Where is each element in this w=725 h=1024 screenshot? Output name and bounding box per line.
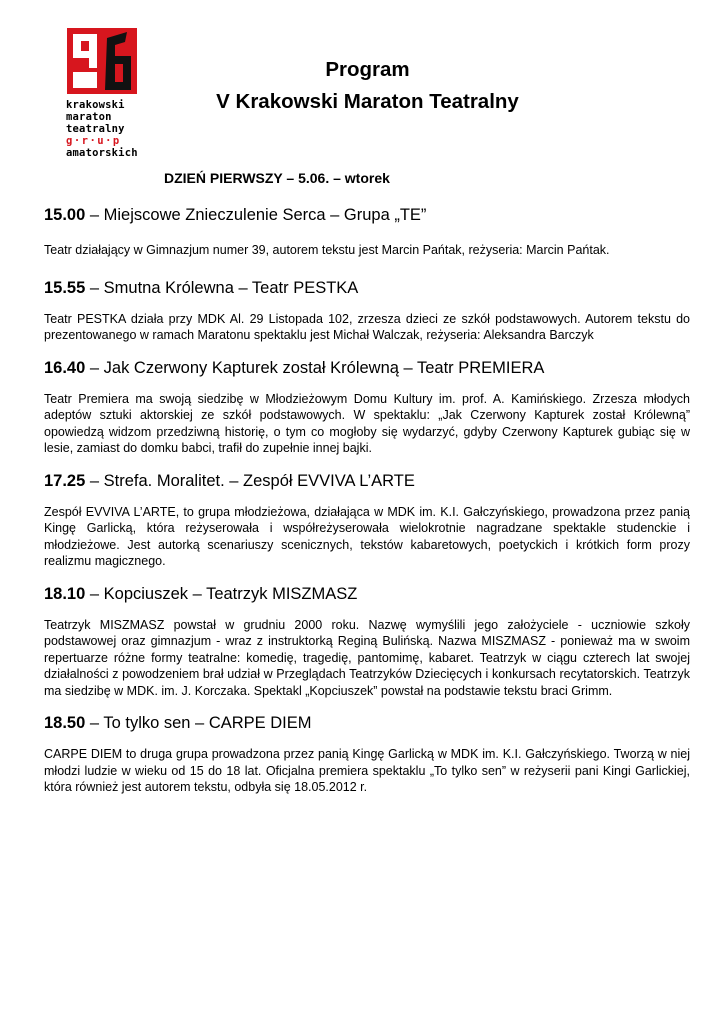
page-title-program: Program [325, 58, 410, 81]
item-heading [44, 358, 690, 378]
program-item [44, 358, 690, 457]
program-item [44, 713, 690, 796]
item-time: 18.50 [44, 714, 86, 732]
item-description: Teatrzyk MISZMASZ powstał w grudniu 2000 roku. Nazwę wymyślili jego założyciele - uczniowie szkoły podstawowej oraz gimnazjum - wraz z instruktorką Reginą Bulińską. Nazwa MISZMASZ - ponieważ ma w swoim repertuarze różne formy teatralne: komedię, tragedię, pantomimę, kabaret. Teatrzyk w ciągu czterech lat swojej działalności z powodzeniem brał udział w Przeglądach Teatrzyków Dziecięcych i konkursach recytatorskich. Teatrzyk ma siedzibę w MDK. im. J. Korczaka. Spektakl „Kopciuszek” powstał na podstawie tekstu braci Grimm. [44, 617, 690, 698]
item-title: – Smutna Królewna – Teatr PESTKA [85, 278, 359, 297]
page-title-festival: V Krakowski Maraton Teatralny [216, 90, 519, 113]
logo-line: g·r·u·p [66, 135, 121, 147]
item-title: – Kopciuszek – Teatrzyk MISZMASZ [85, 584, 358, 603]
program-item [44, 205, 690, 259]
item-heading [44, 278, 690, 298]
logo-line: teatralny [66, 123, 125, 135]
item-time: 18.10 [44, 584, 86, 603]
item-description: CARPE DIEM to druga grupa prowadzona przez panią Kingę Garlicką w MDK im. K.I. Gałczyńskiego. Tworzą w niej młodzi ludzie w wieku od 15 do 18 lat. Oficjalna premiera spektaklu „To tylko sen” w reżyserii pani Kingi Garlickiej, która również jest autorem tekstu, odbyła się 18.05.2012 r. [44, 747, 690, 794]
logo-line: amatorskich [66, 147, 138, 159]
item-time: 17.25 [44, 471, 86, 490]
item-description: Teatr działający w Gimnazjum numer 39, autorem tekstu jest Marcin Pańtak, reżyseria: Marcin Pańtak. [44, 243, 610, 257]
program-list [44, 205, 690, 796]
item-heading [44, 471, 690, 491]
item-time: 15.55 [44, 278, 86, 297]
item-heading [44, 713, 690, 733]
item-title: – Miejscowe Znieczulenie Serca – Grupa „TE” [85, 206, 427, 224]
logo-line: krakowski [66, 99, 125, 111]
item-heading [44, 584, 690, 604]
item-time: 15.00 [44, 206, 86, 224]
item-title: – Jak Czerwony Kapturek został Królewną – Teatr PREMIERA [85, 358, 545, 377]
program-item [44, 471, 690, 570]
item-description: Zespół EVVIVA L’ARTE, to grupa młodzieżowa, działająca w MDK im. K.I. Gałczyńskiego, prowadzona przez panią Kingę Garlicką, która reżyserowała i współreżyserowała wielokrotnie nagradzane spektakle studenckie i młodzieżowe. Jest autorką scenariuszy scenicznych, tekstów kabaretowych, poetyckich i krótkich form prozy realizmu magicznego. [44, 504, 690, 568]
item-time: 16.40 [44, 358, 86, 377]
program-item [44, 278, 690, 344]
item-title: – To tylko sen – CARPE DIEM [85, 714, 312, 732]
day-heading: DZIEŃ PIERWSZY – 5.06. – wtorek [164, 170, 390, 186]
logo-line: maraton [66, 111, 112, 123]
item-description: Teatr Premiera ma swoją siedzibę w Młodzieżowym Domu Kultury im. prof. A. Kamińskiego. Zrzesza młodych adeptów sztuki aktorskiej ze szkół podstawowych. W spektaklu: „Jak Czerwony Kapturek został Królewną” opowiedzą widzom przedziwną historię, o tym co mogłoby się wydarzyć, gdyby Czerwony Kapturek gubiąc się w lesie, zamiast do domku babci, trafił do zupełnie innej bajki. [44, 391, 690, 455]
item-title: – Strefa. Moralitet. – Zespół EVVIVA L’ARTE [85, 471, 415, 490]
program-item [44, 584, 690, 700]
item-description: Teatr PESTKA działa przy MDK Al. 29 Listopada 102, zrzesza dzieci ze szkół podstawowych. Autorem tekstu do prezentowanego w ramach Maratonu spektaklu jest Michał Walczak, reżyseria: Aleksandra Barczyk [44, 311, 690, 342]
item-heading [44, 205, 690, 225]
